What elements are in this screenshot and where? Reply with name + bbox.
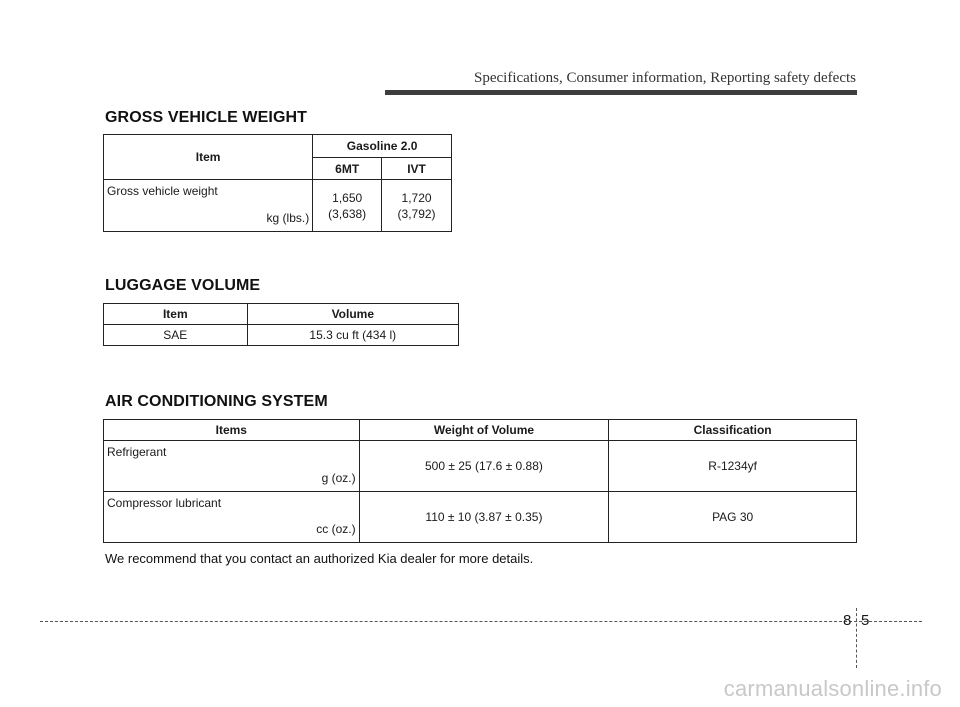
gvw-ivt-lbs: (3,792) xyxy=(397,206,436,221)
gvw-6mt-value xyxy=(313,180,382,232)
ac-row-unit: cc (oz.) xyxy=(316,522,356,536)
ac-row-label-cell xyxy=(104,441,360,492)
gvw-row-label-cell xyxy=(104,180,313,232)
ac-row-label: Compressor lubricant xyxy=(107,496,222,510)
footer-divider xyxy=(40,621,922,622)
table-row xyxy=(104,492,857,543)
gvw-ivt-kg: 1,720 xyxy=(401,190,432,205)
table-row xyxy=(104,441,857,492)
gvw-6mt-kg: 1,650 xyxy=(332,190,363,205)
chapter-number: 8 xyxy=(843,612,852,629)
page-number: 5 xyxy=(861,612,870,629)
luggage-volume-value: 15.3 cu ft (434 l) xyxy=(247,325,458,346)
ac-row-label: Refrigerant xyxy=(107,445,167,459)
footer-page-divider xyxy=(856,608,857,668)
luggage-section-title: LUGGAGE VOLUME xyxy=(105,277,261,294)
ac-row-label-cell xyxy=(104,492,360,543)
ac-row-unit: g (oz.) xyxy=(321,471,356,485)
ac-items-header: Items xyxy=(104,420,360,441)
gvw-section-title: GROSS VEHICLE WEIGHT xyxy=(105,109,308,126)
ac-row-classification: R-1234yf xyxy=(609,441,857,492)
gvw-ivt-header: IVT xyxy=(382,158,452,180)
gross-vehicle-weight-table xyxy=(103,134,452,232)
gvw-row-unit: kg (lbs.) xyxy=(266,211,310,225)
ac-row-weight: 500 ± 25 (17.6 ± 0.88) xyxy=(359,441,609,492)
ac-weight-header: Weight of Volume xyxy=(359,420,609,441)
luggage-volume-table xyxy=(103,303,459,346)
gvw-6mt-lbs: (3,638) xyxy=(328,206,367,221)
dealer-note: We recommend that you contact an authorized Kia dealer for more details. xyxy=(105,551,534,566)
gvw-row-label: Gross vehicle weight xyxy=(107,184,218,198)
table-row xyxy=(104,180,452,232)
header-bar xyxy=(385,90,857,95)
gvw-ivt-value xyxy=(382,180,452,232)
gvw-engine-header: Gasoline 2.0 xyxy=(313,135,452,158)
luggage-item-header: Item xyxy=(104,304,248,325)
ac-row-weight: 110 ± 10 (3.87 ± 0.35) xyxy=(359,492,609,543)
luggage-item-value: SAE xyxy=(104,325,248,346)
ac-class-header: Classification xyxy=(609,420,857,441)
page-header-title: Specifications, Consumer information, Reporting safety defects xyxy=(474,70,856,86)
ac-row-classification: PAG 30 xyxy=(609,492,857,543)
gvw-6mt-header: 6MT xyxy=(313,158,382,180)
gvw-item-header: Item xyxy=(104,135,313,180)
ac-section-title: AIR CONDITIONING SYSTEM xyxy=(105,393,328,410)
watermark-text: carmanualsonline.info xyxy=(723,676,942,701)
luggage-volume-header: Volume xyxy=(247,304,458,325)
air-conditioning-table xyxy=(103,419,857,543)
table-row xyxy=(104,325,459,346)
